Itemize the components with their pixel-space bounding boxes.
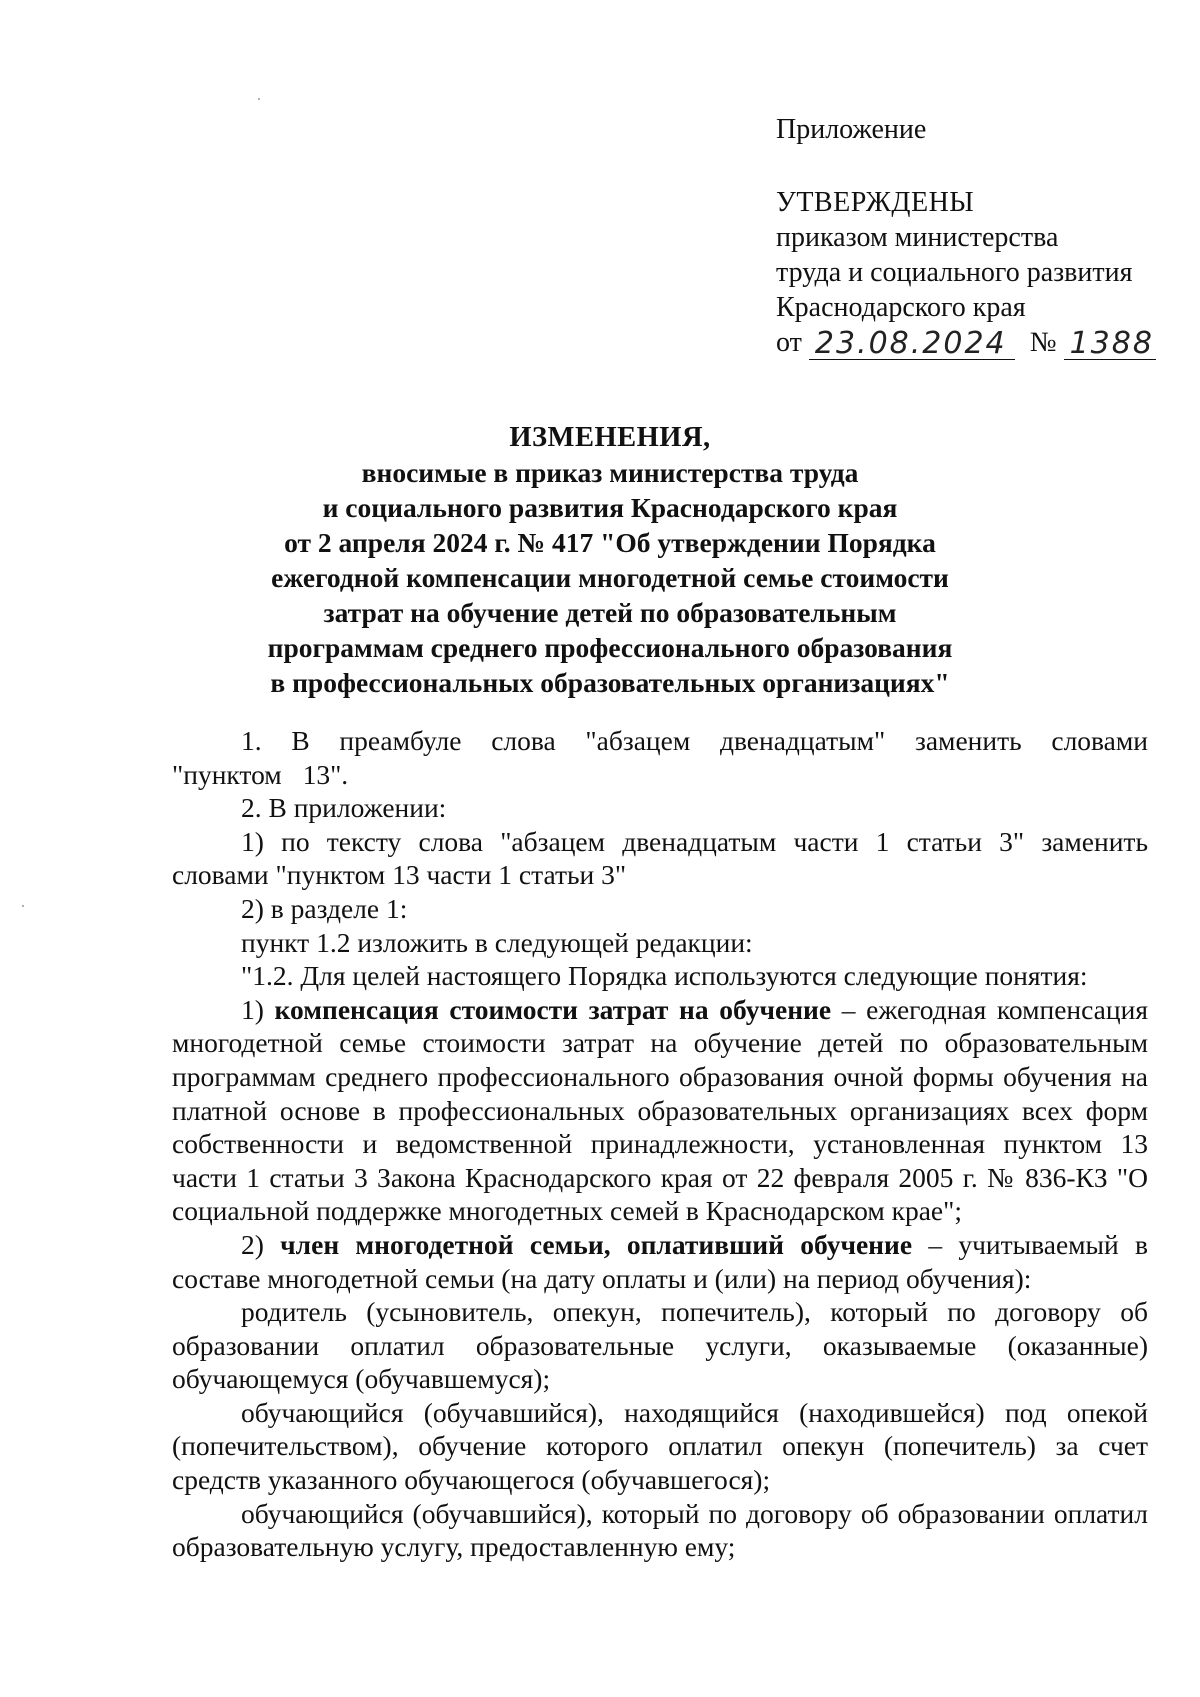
heading-line: в профессиональных образовательных организациях" [270, 667, 950, 698]
heading-line: затрат на обучение детей по образовательным [323, 597, 897, 628]
order-date-number-row [776, 325, 1156, 361]
paragraph-7 [172, 993, 1148, 1228]
paragraph-8-prefix: 2) [241, 1228, 281, 1260]
paragraph-7-text: – ежегодная компенсация многодетной семье стоимости затрат на обучение детей по образовательным программам среднего профессионального образования очной формы обучения на платной основе в профессиональных образовательных организациях всех форм собственности и ведомственной принадлежности, установленная пунктом 13 части 1 статьи 3 Закона Краснодарского края от 22 февраля 2005 г. № 836-КЗ "О социальной поддержке многодетных семей в Краснодарском крае"; [172, 993, 1148, 1227]
appendix-label: Приложение [776, 114, 927, 145]
term-compensation: компенсация стоимости затрат на обучение [274, 993, 832, 1025]
heading-title: ИЗМЕНЕНИЯ, [509, 422, 711, 453]
heading-line: ежегодной компенсации многодетной семье стоимости [271, 562, 949, 593]
approval-line-3: Краснодарского края [776, 292, 1026, 323]
paragraph-3: 1) по тексту слова "абзацем двенадцатым части 1 статьи 3" заменить словами "пунктом 13 части 1 статьи 3" [172, 825, 1148, 891]
heading-line: и социального развития Краснодарского края [322, 492, 898, 523]
heading-line: вносимые в приказ министерства труда [361, 457, 859, 488]
paragraph-5: пункт 1.2 изложить в следующей редакции: [241, 926, 753, 958]
paragraph-8-text: – учитываемый в составе многодетной семьи (на дату оплаты и (или) на период обучения): [172, 1228, 1148, 1294]
paragraph-7-prefix: 1) [241, 993, 275, 1025]
approval-line-1: приказом министерства [776, 222, 1059, 253]
paragraph-11: обучающийся (обучавшийся), который по договору об образовании оплатил образовательную услугу, предоставленную ему; [172, 1497, 1148, 1563]
term-family-member: член многодетной семьи, оплативший обучение [280, 1228, 913, 1260]
approved-label: УТВЕРЖДЕНЫ [776, 187, 975, 218]
heading-line: программам среднего профессионального образования [267, 632, 953, 663]
paragraph-1: 1. В преамбуле слова "абзацем двенадцатым" заменить словами "пунктом 13". [172, 725, 1148, 790]
paragraph-4: 2) в разделе 1: [241, 892, 408, 924]
paragraph-10: обучающийся (обучавшийся), находящийся (находившейся) под опекой (попечительством), обучение которого оплатил опекун (попечитель) за счет средств указанного обучающегося (обучавшегося); [172, 1396, 1148, 1496]
from-label: от [776, 327, 802, 358]
document-body [172, 724, 1148, 1564]
handwritten-number: 1388 [1064, 329, 1156, 360]
heading-line: от 2 апреля 2024 г. № 417 "Об утверждении Порядка [284, 527, 936, 558]
paragraph-2: 2. В приложении: [241, 792, 447, 824]
paragraph-6: "1.2. Для целей настоящего Порядка используются следующие понятия: [241, 960, 1088, 992]
approval-block [776, 112, 1156, 361]
scan-speck [22, 905, 24, 907]
number-label: № [1029, 327, 1057, 358]
approval-line-2: труда и социального развития [776, 257, 1133, 288]
paragraph-9: родитель (усыновитель, опекун, попечитель), который по договору об образовании оплатил образовательные услуги, оказываемые (оказанные) обучающемуся (обучавшемуся); [172, 1296, 1148, 1395]
document-heading [170, 420, 1050, 700]
scan-speck [258, 98, 260, 100]
handwritten-date: 23.08.2024 [809, 329, 1015, 360]
paragraph-8 [172, 1228, 1148, 1295]
